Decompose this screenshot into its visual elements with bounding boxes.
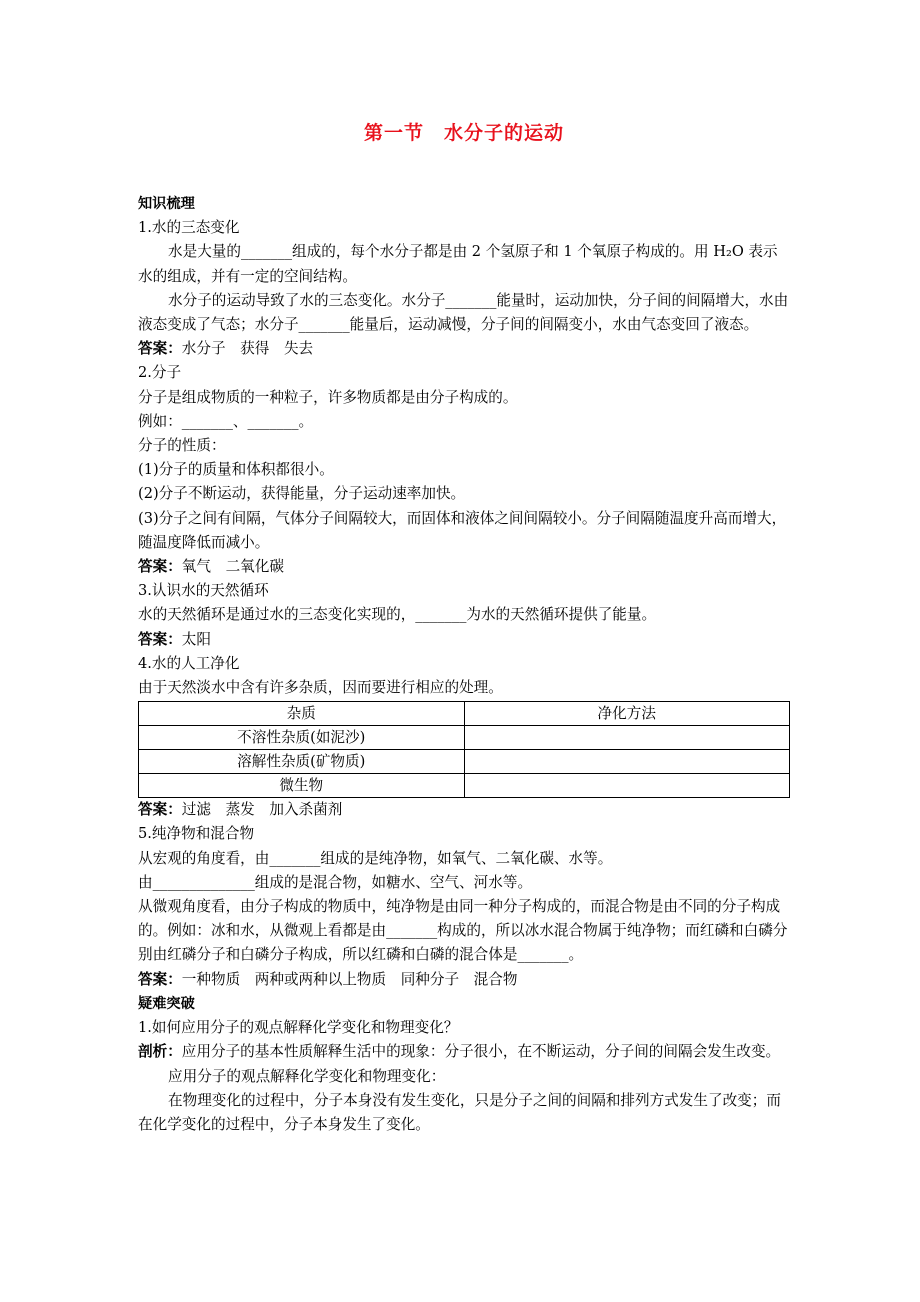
- answer-text: 氧气 二氧化碳: [181, 558, 284, 576]
- s1-answer: [138, 337, 790, 361]
- s4-heading: 4.水的人工净化: [138, 654, 240, 672]
- page-title: 第一节 水分子的运动: [363, 122, 564, 144]
- s1-paragraph-1: 水是大量的_______组成的，每个水分子都是由 2 个氢原子和 1 个氧原子构成的。用 H₂O 表示水的组成，并有一定的空间结构。: [138, 243, 778, 285]
- analysis-text: 应用分子的基本性质解释生活中的现象：分子很小，在不断运动，分子间的间隔会发生改变。: [181, 1043, 781, 1061]
- s2-paragraph-2: 例如：_______、_______。: [138, 412, 314, 430]
- table-row: [139, 774, 790, 798]
- answer-text: 一种物质 两种或两种以上物质 同种分子 混合物: [181, 970, 518, 988]
- answer-label: 答案：: [138, 340, 182, 358]
- table-cell: [464, 726, 790, 750]
- s5-paragraph-2: 由______________组成的是混合物，如糖水、空气、河水等。: [138, 873, 533, 891]
- s2-paragraph-5: (2)分子不断运动，获得能量，分子运动速率加快。: [138, 485, 466, 503]
- s2-paragraph-1: 分子是组成物质的一种粒子，许多物质都是由分子构成的。: [138, 388, 518, 406]
- s5-paragraph-3: 从微观角度看，由分子构成的物质中，纯净物是由同一种分子构成的，而混合物是由不同的分子构成的。例如：冰和水，从微观上看都是由_______构成的，所以冰水混合物属于纯净物；而红磷和白磷分别由红磷分子和白磷分子构成，所以红磷和白磷的混合体是_______。: [138, 898, 788, 964]
- q1-heading: 1.如何应用分子的观点解释化学变化和物理变化？: [138, 1019, 459, 1037]
- answer-label: 答案：: [138, 970, 182, 988]
- table-cell: 溶解性杂质(矿物质): [139, 750, 465, 774]
- table-cell: [464, 774, 790, 798]
- s4-paragraph-1: 由于天然淡水中含有许多杂质，因而要进行相应的处理。: [138, 679, 503, 697]
- s3-paragraph-1: 水的天然循环是通过水的三态变化实现的，_______为水的天然循环提供了能量。: [138, 606, 657, 624]
- s3-answer: [138, 628, 790, 652]
- document-page: [138, 118, 790, 1137]
- s4-answer: [138, 798, 790, 822]
- s5-heading: 5.纯净物和混合物: [138, 825, 255, 843]
- s2-paragraph-4: (1)分子的质量和体积都很小。: [138, 461, 334, 479]
- table-header-row: [139, 702, 790, 726]
- section-heading-knowledge: 知识梳理: [138, 196, 195, 212]
- s2-paragraph-6: (3)分子之间有间隔，气体分子间隔较大，而固体和液体之间间隔较小。分子间隔随温度升高而增大，随温度降低而减小。: [138, 509, 787, 551]
- table-row: [139, 750, 790, 774]
- s5-answer: [138, 968, 790, 992]
- table-header: 净化方法: [464, 702, 790, 726]
- analysis-label: 剖析：: [138, 1043, 182, 1061]
- s2-answer: [138, 555, 790, 579]
- s5-paragraph-1: 从宏观的角度看，由_______组成的是纯净物，如氧气、二氧化碳、水等。: [138, 849, 613, 867]
- answer-text: 水分子 获得 失去: [181, 340, 314, 358]
- purification-table: [138, 701, 790, 798]
- s2-heading: 2.分子: [138, 364, 182, 382]
- answer-label: 答案：: [138, 558, 182, 576]
- answer-text: 太阳: [181, 630, 211, 648]
- q1-analysis: [138, 1040, 790, 1064]
- s3-heading: 3.认识水的天然循环: [138, 582, 269, 600]
- q1-paragraph-1: 应用分子的观点解释化学变化和物理变化：: [168, 1067, 446, 1085]
- s1-heading: 1.水的三态变化: [138, 219, 240, 237]
- answer-text: 过滤 蒸发 加入杀菌剂: [181, 801, 343, 819]
- answer-label: 答案：: [138, 801, 182, 819]
- s2-paragraph-3: 分子的性质：: [138, 437, 226, 455]
- table-row: [139, 726, 790, 750]
- q1-paragraph-2: 在物理变化的过程中，分子本身没有发生变化，只是分子之间的间隔和排列方式发生了改变；而在化学变化的过程中，分子本身发生了变化。: [138, 1091, 781, 1133]
- table-header: 杂质: [139, 702, 465, 726]
- section-heading-difficulties: 疑难突破: [138, 995, 195, 1012]
- table-cell: 微生物: [139, 774, 465, 798]
- answer-label: 答案：: [138, 630, 182, 648]
- s1-paragraph-2: 水分子的运动导致了水的三态变化。水分子_______能量时，运动加快，分子间的间隔增大，水由液态变成了气态；水分子_______能量后，运动减慢，分子间的间隔变小，水由气态变回了液态。: [138, 291, 789, 334]
- table-cell: [464, 750, 790, 774]
- table-cell: 不溶性杂质(如泥沙): [139, 726, 465, 750]
